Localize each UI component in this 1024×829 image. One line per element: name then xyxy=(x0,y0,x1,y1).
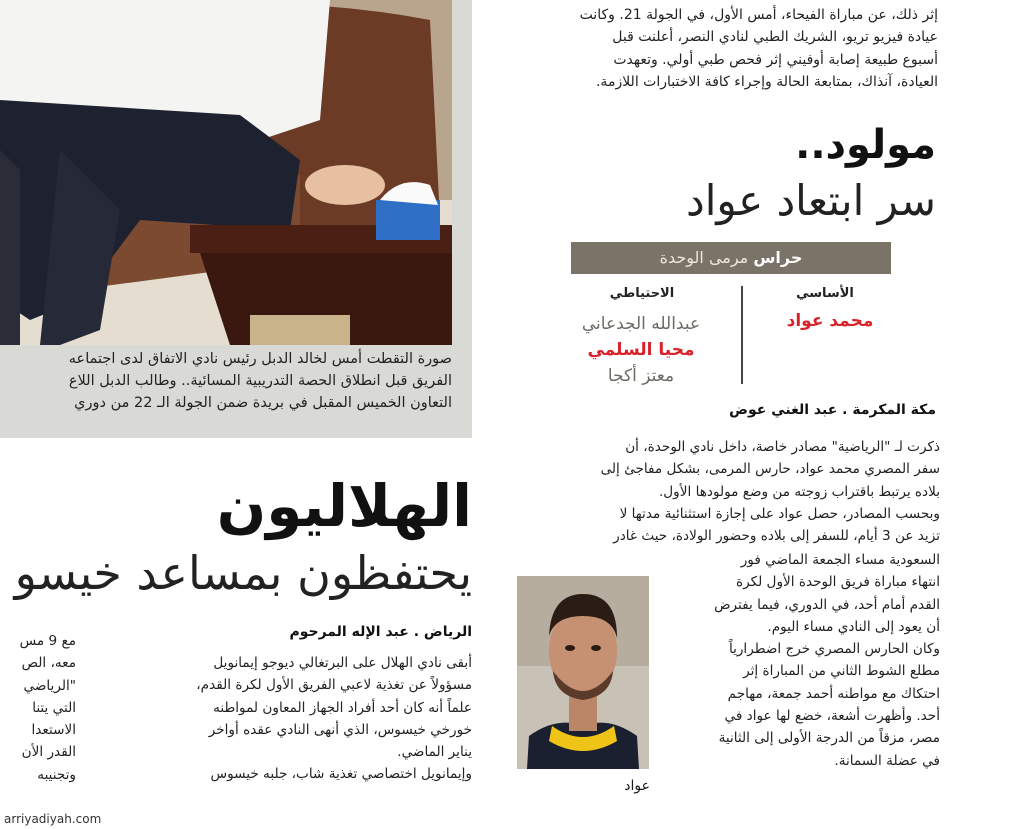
photo-caption xyxy=(0,348,452,414)
top-photo-panel xyxy=(0,0,472,438)
body-line: خورخي خيسوس، الذي أنهى النادي عقده أواخر xyxy=(208,721,472,738)
top-article-text xyxy=(510,4,938,93)
hilal-headline: يحتفظون بمساعد خيسو xyxy=(14,546,472,600)
side-line: وتجنيبه xyxy=(37,766,76,783)
hilal-byline: الرياض . عبد الإله المرحوم xyxy=(289,624,472,640)
body-line: مسؤولاً عن تغذية لاعبي الفريق الأول لكرة القدم، xyxy=(196,677,472,694)
body-line: سفر المصري محمد عواد، حارس المرمى، بشكل مفاجئ إلى xyxy=(600,461,940,478)
player-portrait xyxy=(517,576,649,769)
player-photo xyxy=(517,576,649,769)
caption-line: صورة التقطت أمس لخالد الدبل رئيس نادي الاتفاق لدى اجتماعه xyxy=(68,351,452,367)
awwad-byline: مكة المكرمة . عبد الغني عوض xyxy=(729,402,936,418)
player-photo-caption: عواد xyxy=(624,778,650,794)
reserve-name: معتز أكجا xyxy=(607,366,675,386)
article-line: العيادة، آنذاك، بمتابعة الحالة وإجراء كافة الاختبارات اللازمة. xyxy=(595,73,938,90)
body-line: انتهاء مباراة فريق الوحدة الأول لكرة xyxy=(735,574,940,591)
body-line: مصر، مزقاً من الدرجة الأولى إلى الثانية xyxy=(718,730,940,747)
body-line: في عضلة السمانة. xyxy=(834,752,940,769)
caption-line: الفريق قبل انطلاق الحصة التدريبية المسائية.. وطالب الدبل اللاع xyxy=(68,373,452,389)
awwad-body-full xyxy=(512,436,940,547)
hilal-kicker: الهلاليون xyxy=(216,472,472,540)
side-line: التي يتنا xyxy=(32,699,76,716)
body-line: وكان الحارس المصري خرج اضطرارياً xyxy=(728,641,940,658)
body-line: علماً أنه كان أحد أفراد الجهاز المعاون لمواطنه xyxy=(213,699,472,716)
body-line: مطلع الشوط الثاني من المباراة إثر xyxy=(743,663,940,680)
body-line: يناير الماضي. xyxy=(397,744,472,761)
awwad-body-narrow xyxy=(660,549,940,772)
article-line: عيادة فيزيو تريو، الشريك الطبي لنادي النصر، أعلنت قبل xyxy=(612,29,938,46)
body-line: أن يعود إلى النادي مساء اليوم. xyxy=(767,618,940,635)
body-line: وبحسب المصادر، حصل عواد على إجازة استثنائية مدتها لا xyxy=(619,505,940,522)
side-line: الاستعدا xyxy=(31,722,76,739)
awwad-kicker: مولود.. xyxy=(795,122,936,168)
keepers-bar-rest: مرمى الوحدة xyxy=(659,248,749,267)
site-watermark: arriyadiyah.com xyxy=(4,812,102,826)
side-line: القدر الأن xyxy=(21,744,76,761)
body-line: احتكاك مع مواطنه أحمد جمعة، مهاجم xyxy=(727,685,940,702)
keepers-bar xyxy=(571,242,891,274)
body-line: السعودية مساء الجمعة الماضي فور xyxy=(740,552,940,568)
reserve-name-highlight: محيا السلمي xyxy=(587,340,695,360)
body-line: تزيد عن 3 أيام، للسفر إلى بلاده وحضور الولادة، حيث غادر xyxy=(613,528,940,545)
body-line: أبقى نادي الهلال على البرتغالي ديوجو إيمانويل xyxy=(213,655,472,671)
keepers-divider xyxy=(741,286,743,384)
starter-name: محمد عواد xyxy=(786,311,874,331)
side-line: مع 9 مس xyxy=(19,633,76,649)
caption-line: التعاون الخميس المقبل في بريدة ضمن الجولة الـ 22 من دوري xyxy=(74,395,452,411)
side-line: معه، الص xyxy=(21,655,76,672)
meeting-photo xyxy=(0,0,452,345)
meeting-photo-illustration xyxy=(0,0,452,345)
keepers-bar-bold: حراس xyxy=(753,248,803,267)
reserve-name: عبدالله الجدعاني xyxy=(581,314,701,334)
side-line: "الرياضي xyxy=(23,677,76,694)
body-line: أحد. وأظهرت أشعة، خضع لها عواد في xyxy=(724,708,940,725)
article-line: إثر ذلك، عن مباراة الفيحاء، أمس الأول، في الجولة 21. وكانت xyxy=(579,7,938,23)
article-line: أسبوع طبيعة إصابة أوفيني إثر فحص طبي أولي. وتعهدت xyxy=(613,51,938,68)
body-line: ذكرت لـ "الرياضية" مصادر خاصة، داخل نادي الوحدة، أن xyxy=(625,439,940,455)
body-line: القدم أمام أحد، في الدوري، فيما يفترض xyxy=(714,596,940,613)
awwad-headline: سر ابتعاد عواد xyxy=(686,176,936,225)
body-line: وإيمانويل اختصاصي تغذية شاب، جلبه خيسوس xyxy=(210,766,472,783)
hilal-body xyxy=(100,652,472,786)
reserve-label: الاحتياطي xyxy=(609,286,675,301)
starter-label: الأساسي xyxy=(796,286,854,301)
body-line: بلاده يرتبط باقتراب زوجته من وضع مولودها الأول. xyxy=(658,483,940,500)
hilal-side-column xyxy=(0,630,76,786)
